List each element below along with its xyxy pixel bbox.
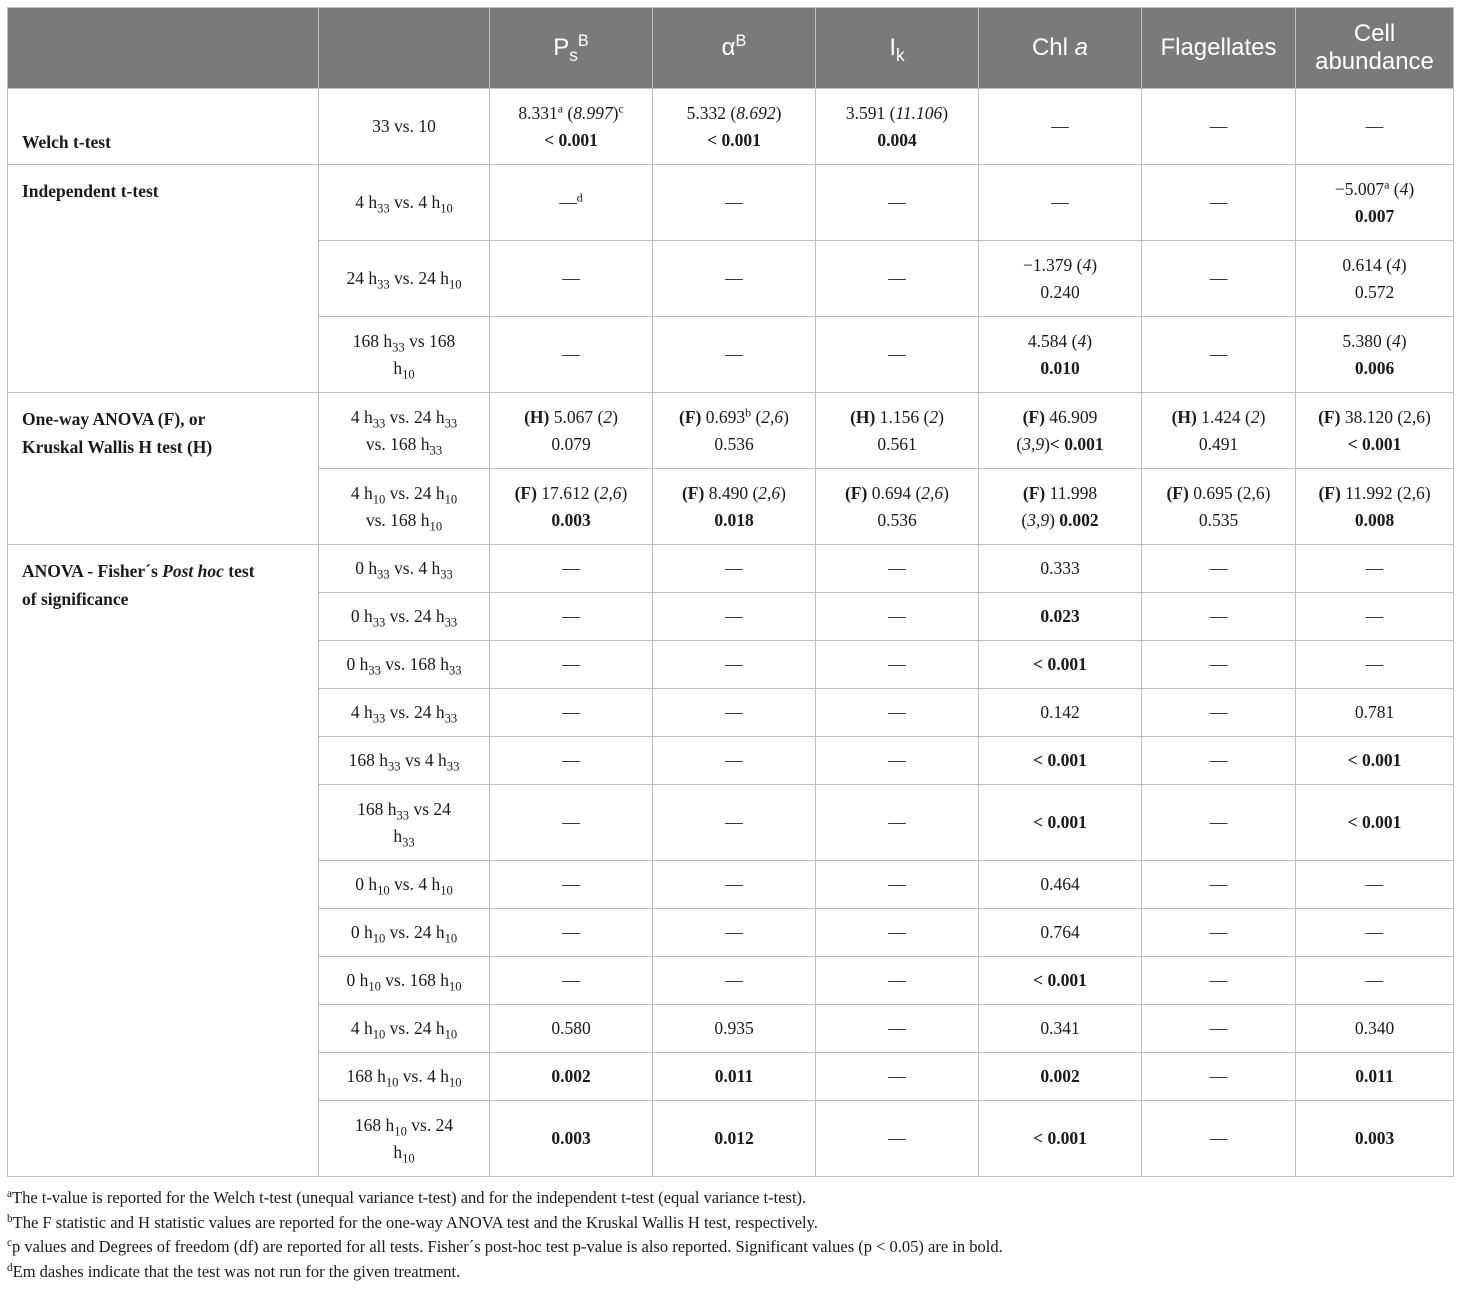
value-cell: 8.331$^a$ $(8.997)^c$ < 0.001 (490, 89, 653, 165)
value-cell: — (1142, 1005, 1296, 1053)
value-cell: — (653, 785, 816, 861)
value-cell: < 0.001 (1296, 737, 1454, 785)
value-cell: 0.340 (1296, 1005, 1454, 1053)
value-cell: — (490, 641, 653, 689)
statistics-table (7, 7, 1454, 1177)
comparison-cell: 0 $h_{10}$ vs. 24 $h_{10}$ (319, 909, 490, 957)
value-cell: 0.614 (4) 0.572 (1296, 241, 1454, 317)
value-cell: (H) 1.156 (2) 0.561 (816, 393, 979, 469)
value-cell: 0.003 (1296, 1101, 1454, 1177)
value-cell: — (653, 861, 816, 909)
value-cell: —$^d$ (490, 165, 653, 241)
value-cell: — (979, 89, 1142, 165)
value-cell: (F) 46.909 (3,9)< 0.001 (979, 393, 1142, 469)
value-cell: — (653, 909, 816, 957)
value-cell: — (1296, 545, 1454, 593)
value-cell: (F) 11.992 (2,6) 0.008 (1296, 469, 1454, 545)
footnote-b: $^b$The F statistic and H statistic values are reported for the one-way ANOVA test and the Kruskal Wallis H test, respectively. (7, 1212, 818, 1232)
value-cell: — (816, 641, 979, 689)
value-cell: — (816, 785, 979, 861)
value-cell: — (1142, 737, 1296, 785)
value-cell: — (1142, 241, 1296, 317)
value-cell: 0.002 (979, 1053, 1142, 1101)
value-cell: (H) 1.424 (2) 0.491 (1142, 393, 1296, 469)
value-cell: — (816, 1005, 979, 1053)
header-ps: $P_s^B$ (490, 8, 653, 89)
comparison-cell: 0 $h_{10}$ vs. 168 $h_{10}$ (319, 957, 490, 1005)
header-ik: $I_k$ (816, 8, 979, 89)
header-cell-abundance: Cell abundance (1296, 8, 1454, 89)
comparison-cell: 168 $h_{33}$ vs 168 $h_{10}$ (319, 317, 490, 393)
value-cell: −5.007$^a$ (4) 0.007 (1296, 165, 1454, 241)
value-cell: < 0.001 (979, 737, 1142, 785)
comparison-cell: 4 $h_{33}$ vs. 24 $h_{33}$ vs. 168 $h_{33}$ (319, 393, 490, 469)
value-cell: — (1296, 641, 1454, 689)
value-cell: < 0.001 (1296, 785, 1454, 861)
value-cell: 4.584 (4) 0.010 (979, 317, 1142, 393)
value-cell: 0.341 (979, 1005, 1142, 1053)
value-cell: — (653, 957, 816, 1005)
value-cell: — (1142, 317, 1296, 393)
footnote-d: $^d$Em dashes indicate that the test was not run for the given treatment. (7, 1261, 461, 1281)
value-cell: — (653, 737, 816, 785)
value-cell: — (653, 241, 816, 317)
value-cell: — (1296, 89, 1454, 165)
value-cell: — (490, 593, 653, 641)
value-cell: (H) 5.067 (2) 0.079 (490, 393, 653, 469)
comparison-cell: 168 $h_{10}$ vs. 4 $h_{10}$ (319, 1053, 490, 1101)
value-cell: — (1142, 689, 1296, 737)
header-alpha: $\alpha^B$ (653, 8, 816, 89)
value-cell: (F) 8.490 (2,6) 0.018 (653, 469, 816, 545)
value-cell: — (1142, 165, 1296, 241)
value-cell: (F) 0.694 (2,6) 0.536 (816, 469, 979, 545)
comparison-cell: 4 $h_{33}$ vs. 4 $h_{10}$ (319, 165, 490, 241)
group-welch: Welch t-test (8, 89, 319, 165)
footnote-c: $^c$p values and Degrees of freedom (df) are reported for all tests. Fisher´s post-hoc test p-value is also reported. Significant values (p < 0.05) are in bold. (7, 1236, 1003, 1256)
value-cell: (F) 11.998 (3,9) 0.002 (979, 469, 1142, 545)
value-cell: — (490, 861, 653, 909)
value-cell: — (816, 861, 979, 909)
value-cell: 0.011 (1296, 1053, 1454, 1101)
value-cell: 0.003 (490, 1101, 653, 1177)
value-cell: — (1142, 89, 1296, 165)
value-cell: — (490, 545, 653, 593)
group-independent: Independent t-test (8, 165, 319, 393)
comparison-cell: 4 $h_{33}$ vs. 24 $h_{33}$ (319, 689, 490, 737)
value-cell: — (1296, 861, 1454, 909)
value-cell: — (1296, 909, 1454, 957)
value-cell: — (1142, 785, 1296, 861)
table-row (8, 165, 1454, 241)
comparison-cell: 4 $h_{10}$ vs. 24 $h_{10}$ (319, 1005, 490, 1053)
comparison-cell: 4 $h_{10}$ vs. 24 $h_{10}$ vs. 168 $h_{10}$ (319, 469, 490, 545)
value-cell: — (979, 165, 1142, 241)
value-cell: 0.011 (653, 1053, 816, 1101)
value-cell: −1.379 (4) 0.240 (979, 241, 1142, 317)
value-cell: — (1142, 861, 1296, 909)
value-cell: — (653, 641, 816, 689)
value-cell: < 0.001 (979, 785, 1142, 861)
value-cell: 0.764 (979, 909, 1142, 957)
value-cell: — (653, 545, 816, 593)
value-cell: (F) 0.695 (2,6) 0.535 (1142, 469, 1296, 545)
value-cell: — (1142, 1101, 1296, 1177)
group-anova: One-way ANOVA (F), or Kruskal Wallis H test (H) (8, 393, 319, 545)
value-cell: 5.332 (8.692) < 0.001 (653, 89, 816, 165)
value-cell: (F) 38.120 (2,6) < 0.001 (1296, 393, 1454, 469)
value-cell: — (653, 165, 816, 241)
value-cell: — (816, 957, 979, 1005)
value-cell: — (816, 737, 979, 785)
value-cell: < 0.001 (979, 1101, 1142, 1177)
header-row (8, 8, 1454, 89)
table-row (8, 545, 1454, 593)
value-cell: 0.935 (653, 1005, 816, 1053)
value-cell: — (653, 593, 816, 641)
table-row-welch (8, 89, 1454, 165)
value-cell: < 0.001 (979, 957, 1142, 1005)
value-cell: 0.012 (653, 1101, 816, 1177)
value-cell: — (490, 909, 653, 957)
value-cell: — (1142, 545, 1296, 593)
value-cell: — (1142, 641, 1296, 689)
value-cell: 0.333 (979, 545, 1142, 593)
value-cell: — (490, 241, 653, 317)
value-cell: 0.142 (979, 689, 1142, 737)
value-cell: — (816, 593, 979, 641)
comparison-cell: 168 $h_{33}$ vs 4 $h_{33}$ (319, 737, 490, 785)
value-cell: — (490, 957, 653, 1005)
value-cell: — (653, 689, 816, 737)
value-cell: 0.464 (979, 861, 1142, 909)
comparison-cell: 0 $h_{33}$ vs. 168 $h_{33}$ (319, 641, 490, 689)
header-flagellates: Flagellates (1142, 8, 1296, 89)
value-cell: — (1296, 957, 1454, 1005)
value-cell: — (816, 689, 979, 737)
value-cell: 0.781 (1296, 689, 1454, 737)
value-cell: — (1142, 957, 1296, 1005)
header-chl: Chl a (979, 8, 1142, 89)
comparison-cell: 168 $h_{10}$ vs. 24 $h_{10}$ (319, 1101, 490, 1177)
value-cell: — (1296, 593, 1454, 641)
comparison-cell: 33 vs. 10 (319, 89, 490, 165)
comparison-cell: 24 $h_{33}$ vs. 24 $h_{10}$ (319, 241, 490, 317)
value-cell: (F) 17.612 (2,6) 0.003 (490, 469, 653, 545)
value-cell: — (816, 909, 979, 957)
value-cell: — (490, 785, 653, 861)
value-cell: — (816, 1101, 979, 1177)
header-blank-comparison (319, 8, 490, 89)
value-cell: — (1142, 909, 1296, 957)
value-cell: < 0.001 (979, 641, 1142, 689)
table-row (8, 393, 1454, 469)
comparison-cell: 168 $h_{33}$ vs 24 $h_{33}$ (319, 785, 490, 861)
value-cell: — (490, 737, 653, 785)
footnotes (7, 1186, 1003, 1284)
group-fisher: ANOVA - Fisher´s Post hoc test of significance (8, 545, 319, 1177)
footnote-a: $^a$The t-value is reported for the Welch t-test (unequal variance t-test) and for the independent t-test (equal variance t-test). (7, 1187, 807, 1207)
value-cell: — (1142, 1053, 1296, 1101)
value-cell: (F) 0.693$^b$ (2,6) 0.536 (653, 393, 816, 469)
value-cell: — (1142, 593, 1296, 641)
comparison-cell: 0 $h_{10}$ vs. 4 $h_{10}$ (319, 861, 490, 909)
value-cell: 0.002 (490, 1053, 653, 1101)
value-cell: — (653, 317, 816, 393)
value-cell: 0.023 (979, 593, 1142, 641)
comparison-cell: 0 $h_{33}$ vs. 24 $h_{33}$ (319, 593, 490, 641)
header-blank-group (8, 8, 319, 89)
comparison-cell: 0 $h_{33}$ vs. 4 $h_{33}$ (319, 545, 490, 593)
value-cell: 5.380 (4) 0.006 (1296, 317, 1454, 393)
value-cell: — (816, 165, 979, 241)
value-cell: 3.591 (11.106) 0.004 (816, 89, 979, 165)
value-cell: — (490, 689, 653, 737)
value-cell: — (816, 545, 979, 593)
value-cell: 0.580 (490, 1005, 653, 1053)
value-cell: — (816, 317, 979, 393)
value-cell: — (816, 1053, 979, 1101)
value-cell: — (490, 317, 653, 393)
value-cell: — (816, 241, 979, 317)
